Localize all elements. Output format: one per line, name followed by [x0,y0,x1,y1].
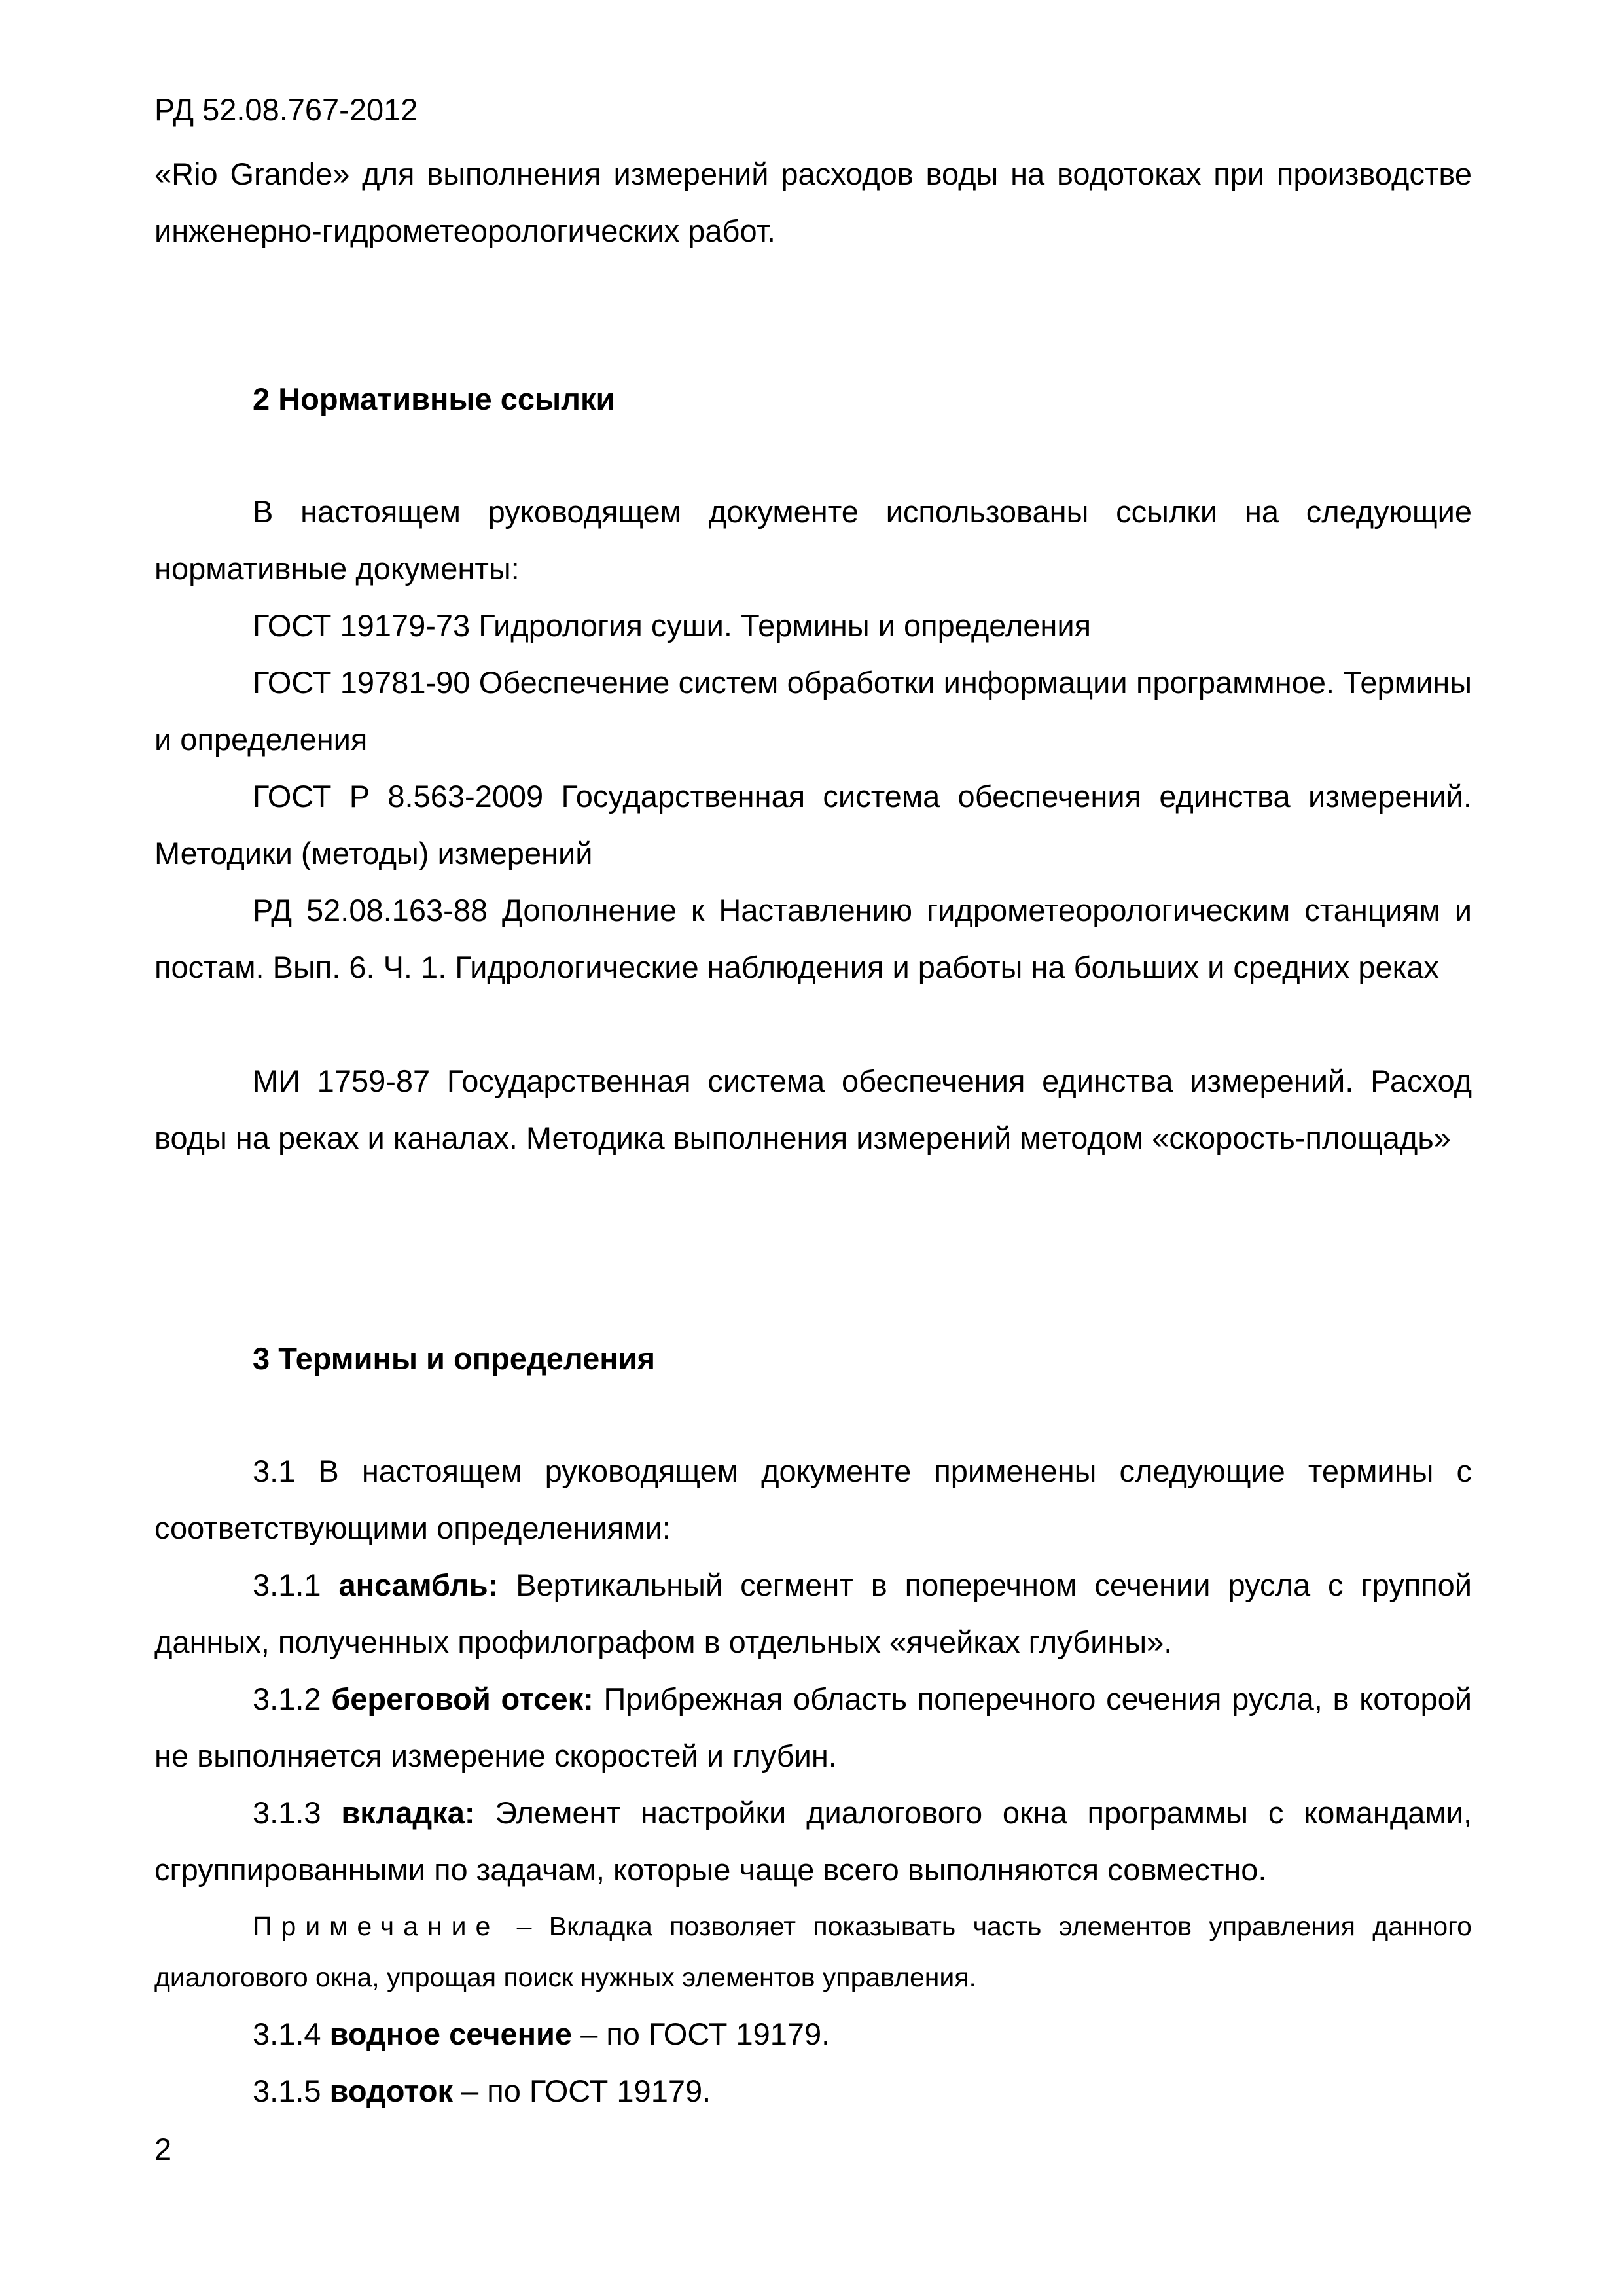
reference-rd-52-08-163: РД 52.08.163-88 Дополнение к Наставлению гидрометеорологическим станциям и постам. Вып. 6. Ч. 1. Гидрологические наблюдения и работы на больших и средних реках [154,893,1472,984]
term-name: водоток [329,2073,453,2108]
section-2-intro: В настоящем руководящем документе использованы ссылки на следующие нормативные документы: [154,494,1472,586]
intro-paragraph: «Rio Grande» для выполнения измерений расходов воды на водотоках при производстве инженерно-гидрометеорологических работ. [154,156,1472,248]
term-3-1-1 [154,1556,1472,1670]
page-number: 2 [154,2132,172,2166]
term-number: 3.1.3 [253,1795,321,1830]
term-3-1-3 [154,1784,1472,1898]
reference-gost-19781: ГОСТ 19781-90 Обеспечение систем обработки информации программное. Термины и определения [154,665,1472,757]
term-definition: Вертикальный сегмент в поперечном сечении русла с группой данных, полученных профилографом в отдельных «ячейках глубины». [154,1568,1472,1659]
note-text: – Вкладка позволяет показывать часть элементов управления данного диалогового окна, упрощая поиск нужных элементов управления. [154,1911,1472,1992]
term-definition: – по ГОСТ 19179. [580,2017,830,2051]
term-number: 3.1.1 [253,1568,321,1602]
term-number: 3.1.2 [253,1681,321,1716]
term-3-1-4 [154,2005,1472,2062]
term-name: береговой отсек: [331,1681,594,1716]
document-code: РД 52.08.767-2012 [154,92,418,127]
term-name: ансамбль: [338,1568,499,1602]
reference-gost-r-8-563: ГОСТ Р 8.563-2009 Государственная система обеспечения единства измерений. Методики (методы) измерений [154,779,1472,870]
reference-mi-1759: МИ 1759-87 Государственная система обеспечения единства измерений. Расход воды на реках и каналах. Методика выполнения измерений методом «скорость-площадь» [154,1064,1472,1155]
note-paragraph [154,1901,1472,2003]
reference-gost-19179: ГОСТ 19179-73 Гидрология суши. Термины и определения [253,608,1092,643]
term-definition: – по ГОСТ 19179. [461,2073,711,2108]
term-definition: Элемент настройки диалогового окна программы с командами, сгруппированными по задачам, которые чаще всего выполняются совместно. [154,1795,1472,1887]
term-3-1-2 [154,1670,1472,1784]
term-name: водное сечение [329,2017,573,2051]
term-number: 3.1.5 [253,2073,321,2108]
section-3-heading: 3 Термины и определения [253,1341,655,1376]
term-name: вкладка: [341,1795,475,1830]
section-3-intro: 3.1 В настоящем руководящем документе применены следующие термины с соответствующими определениями: [154,1454,1472,1545]
note-label: Примечание [253,1911,500,1941]
term-definition: Прибрежная область поперечного сечения русла, в которой не выполняется измерение скоростей и глубин. [154,1681,1472,1773]
term-3-1-5 [154,2062,1472,2119]
term-number: 3.1.4 [253,2017,321,2051]
section-2-heading: 2 Нормативные ссылки [253,382,615,416]
